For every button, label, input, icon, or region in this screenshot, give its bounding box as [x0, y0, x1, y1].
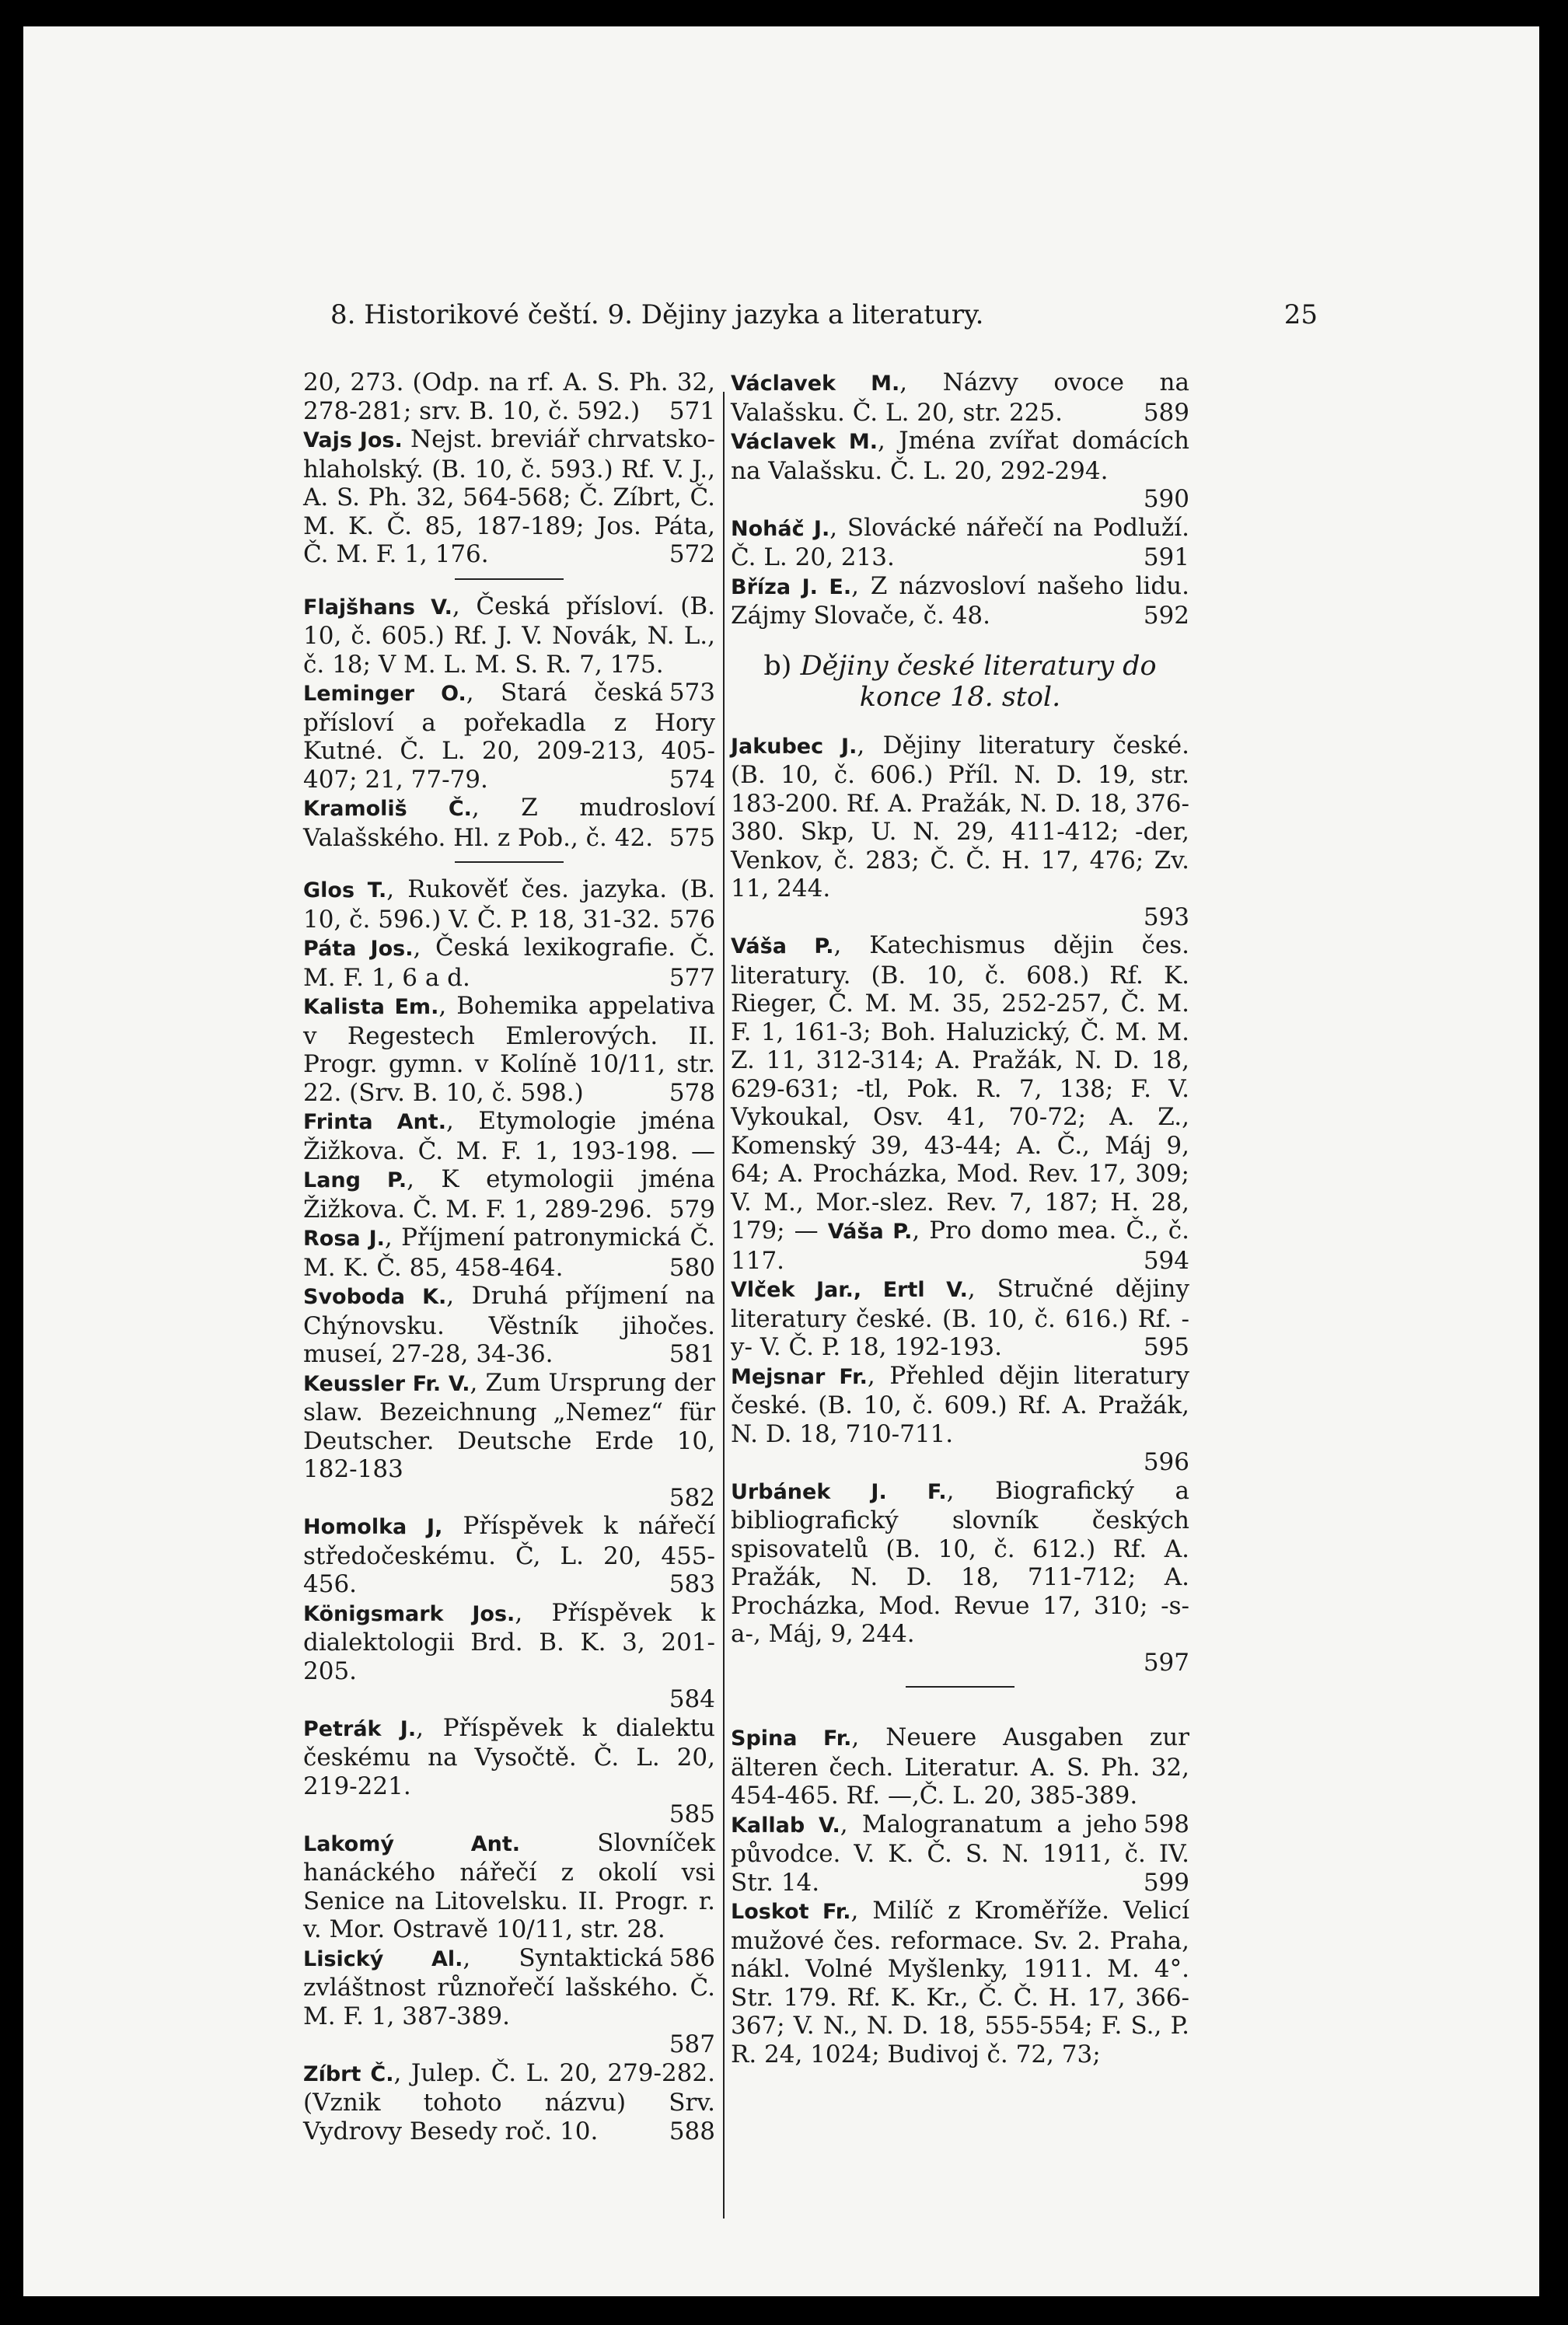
section-rule	[455, 861, 564, 863]
column-divider	[723, 392, 725, 2219]
entry-number: 583	[669, 1570, 715, 1598]
entry-number: 582	[669, 1483, 715, 1512]
entry-575: Kramoliš Č., Z mudrosloví Valašského. Hl. z Pob., č. 42. 575	[303, 794, 715, 852]
entry-573: Flajšhans V., Česká přísloví. (B. 10, č. 605.) Rf. J. V. Novák, N. L., č. 18; V M. L. M. S. R. 7, 175. 573	[303, 592, 715, 707]
entry-583: Homolka J, Příspěvek k nářečí středočeskému. Č, L. 20, 455-456. 583	[303, 1512, 715, 1598]
entry-595: Vlček Jar., Ertl V., Stručné dějiny literatury české. (B. 10, č. 616.) Rf. -y- V. Č. P. 18, 192-193. 595	[731, 1275, 1189, 1361]
entry-574: Leminger O., Stará česká přísloví a pořekadla z Hory Kutné. Č. L. 20, 209-213, 405-407; 21, 77-79. 574	[303, 679, 715, 794]
running-header	[330, 295, 1318, 334]
entry-594: Váša P., Katechismus dějin čes. literatury. (B. 10, č. 608.) Rf. K. Rieger, Č. M. M. 35, 252-257, Č. M. F. 1, 161-3; Boh. Haluzický, Č. M. M. Z. 11, 312-314; A. Pražák, N. D. 18, 629-631; -tl, Pok. R. 7, 138; F. V. Vykoukal, Osv. 41, 70-72; A. Z., Komenský 39, 43-44; A. Č., Máj 9, 64; A. Procházka, Mod. Rev. 17, 309; V. M., Mor.-slez. Rev. 7, 187; H. 28, 179; — Váša P., Pro domo mea. Č., č. 117. 594	[731, 931, 1190, 1275]
entry-number: 571	[669, 396, 715, 425]
entry-author: Váša P.	[731, 934, 834, 958]
entry-author: Lang P.	[303, 1168, 407, 1192]
entry-author: Spina Fr.	[731, 1726, 852, 1751]
entry-number: 575	[669, 823, 715, 852]
entry-number: 585	[669, 1800, 715, 1828]
entry-author: Svoboda K.	[303, 1285, 447, 1309]
entry-author: Zíbrt Č.	[303, 2061, 394, 2086]
entry-author: Urbánek J. F.	[731, 1479, 947, 1504]
section-rule	[455, 578, 564, 580]
section-letter: b)	[763, 650, 792, 682]
entry-571: 20, 273. (Odp. na rf. A. S. Ph. 32, 278-281; srv. B. 10, č. 592.) 571	[303, 368, 715, 425]
entry-572: Vajs Jos. Nejst. breviář chrvatsko-hlaholský. (B. 10, č. 593.) Rf. V. J., A. S. Ph. 32, 564-568; Č. Zíbrt, Č. M. K. Č. 85, 187-189; Jos. Páta, Č. M. F. 1, 176. 572	[303, 425, 715, 568]
entry-author: Flajšhans V.	[303, 595, 452, 620]
entry-588: Zíbrt Č., Julep. Č. L. 20, 279-282. (Vznik tohoto názvu) Srv. Vydrovy Besedy roč. 10. 588	[303, 2058, 715, 2145]
entry-580: Rosa J., Příjmení patronymická Č. M. K. Č. 85, 458-464. 580	[303, 1224, 715, 1282]
spacer	[731, 1700, 1189, 1723]
entry-author: Rosa J.	[303, 1227, 385, 1251]
entry-number: 591	[1143, 543, 1189, 571]
entry-number: 581	[669, 1340, 715, 1368]
header-title: 8. Historikové čeští. 9. Dějiny jazyka a literatury.	[330, 299, 984, 330]
entry-599: Kallab V., Malogranatum a jeho původce. V. K. Č. S. N. 1911, č. IV. Str. 14. 599	[731, 1810, 1189, 1897]
entry-number: 579	[669, 1195, 715, 1224]
entry-author: Váša P.	[827, 1220, 913, 1244]
entry-author: Lakomý Ant.	[303, 1831, 521, 1856]
entry-author: Páta Jos.	[303, 937, 414, 961]
entry-596: Mejsnar Fr., Přehled dějin literatury české. (B. 10, č. 609.) Rf. A. Pražák, N. D. 18, 710-711. 596	[731, 1361, 1189, 1476]
entry-582: Keussler Fr. V., Zum Ursprung der slaw. Bezeichnung „Nemez“ für Deutscher. Deutsche Erde 10, 182-183 582	[303, 1368, 715, 1512]
entry-author: Václavek M.	[731, 430, 878, 454]
entry-number: 595	[1143, 1333, 1189, 1361]
entry-number: 590	[1143, 485, 1189, 513]
entry-number: 577	[669, 963, 715, 992]
entry-number: 572	[669, 540, 715, 568]
entry-number: 596	[1143, 1448, 1189, 1476]
entry-584: Königsmark Jos., Příspěvek k dialektologii Brd. B. K. 3, 201-205. 584	[303, 1598, 715, 1713]
entry-581: Svoboda K., Druhá příjmení na Chýnovsku. Věstník jihočes. museí, 27-28, 34-36. 581	[303, 1282, 715, 1368]
entry-author: Kramoliš Č.	[303, 797, 472, 821]
entry-number: 573	[669, 679, 715, 707]
entry-author: Vajs Jos.	[303, 428, 403, 452]
entry-number: 597	[1143, 1648, 1189, 1677]
entry-author: Kalista Em.	[303, 995, 439, 1019]
section-heading	[731, 651, 1189, 713]
entry-592: Bříza J. E., Z názvosloví našeho lidu. Zájmy Slovače, č. 48. 592	[731, 571, 1189, 630]
entry-586: Lakomý Ant. Slovníček hanáckého nářečí z okolí vsi Senice na Litovelsku. II. Progr. r. v. Mor. Ostravě 10/11, str. 28. 586	[303, 1828, 715, 1972]
entry-author: Keussler Fr. V.	[303, 1371, 470, 1396]
entry-number: 584	[669, 1685, 715, 1713]
entry-author: Vlček Jar., Ertl V.	[731, 1278, 968, 1302]
entry-591: Noháč J., Slovácké nářečí na Podluží. Č. L. 20, 213. 591	[731, 513, 1190, 571]
entry-author: Mejsnar Fr.	[731, 1364, 868, 1389]
entry-585: Petrák J., Příspěvek k dialektu českému na Vysočtě. Č. L. 20, 219-221. 585	[303, 1713, 715, 1828]
entry-number: 598	[1143, 1810, 1189, 1838]
entry-577: Páta Jos., Česká lexikografie. Č. M. F. 1, 6 a d. 577	[303, 934, 715, 992]
entry-author: Bříza J. E.	[731, 574, 852, 599]
entry-number: 587	[669, 2030, 715, 2058]
page-number: 25	[1283, 299, 1318, 330]
entry-number: 592	[1143, 602, 1189, 630]
entry-author: Petrák J.	[303, 1716, 417, 1741]
left-column	[303, 368, 715, 2145]
entry-579: Frinta Ant., Etymologie jména Žižkova. Č. M. F. 1, 193-198. — Lang P., K etymologii jména Žižkova. Č. M. F. 1, 289-296. 579	[303, 1107, 715, 1224]
entry-589: Václavek M., Názvy ovoce na Valašsku. Č. L. 20, str. 225. 589	[731, 368, 1189, 427]
entry-587: Lisický Al., Syntaktická zvláštnost různořečí lašského. Č. M. F. 1, 387-389. 587	[303, 1943, 715, 2058]
entry-number: 580	[669, 1253, 715, 1282]
entry-author: Lisický Al.	[303, 1946, 463, 1971]
entry-number: 589	[1143, 398, 1189, 427]
entry-number: 574	[669, 765, 715, 794]
entry-597: Urbánek J. F., Biografický a bibliografický slovník českých spisovatelů (B. 10, č. 612.) Rf. A. Pražák, N. D. 18, 711-712; A. Procházka, Mod. Revue 17, 310; -s- a-, Máj, 9, 244. 597	[731, 1476, 1189, 1677]
entry-number: 599	[1143, 1868, 1189, 1897]
entry-number: 593	[1143, 902, 1189, 931]
entry-number: 588	[669, 2117, 715, 2145]
entry-578: Kalista Em., Bohemika appelativa v Regestech Emlerových. II. Progr. gymn. v Kolíně 10/11, str. 22. (Srv. B. 10, č. 598.) 578	[303, 992, 715, 1107]
entry-number: 594	[1143, 1246, 1189, 1275]
section-rule	[906, 1686, 1014, 1688]
entry-author: Václavek M.	[731, 372, 900, 396]
entry-author: Jakubec J.	[731, 734, 857, 759]
entry-author: Kallab V.	[731, 1813, 840, 1838]
right-column	[731, 368, 1189, 2068]
entry-number: 576	[669, 905, 715, 934]
entry-593: Jakubec J., Dějiny literatury české. (B. 10, č. 606.) Příl. N. D. 19, str. 183-200. Rf. A. Pražák, N. D. 18, 376-380. Skp, U. N. 29, 411-412; -der, Venkov, č. 283; Č. Č. H. 17, 476; Zv. 11, 244. 593	[731, 731, 1189, 931]
entry-author: Frinta Ant.	[303, 1110, 446, 1134]
entry-author: Noháč J.	[731, 516, 830, 541]
entry-author: Königsmark Jos.	[303, 1601, 515, 1626]
entry-number: 578	[669, 1078, 715, 1107]
entry-number: 586	[669, 1943, 715, 1972]
entry-author: Glos T.	[303, 878, 387, 902]
entry-author: Homolka J,	[303, 1515, 443, 1539]
entry-598: Spina Fr., Neuere Ausgaben zur älteren čech. Literatur. A. S. Ph. 32, 454-465. Rf. —,Č. L. 20, 385-389. 598	[731, 1723, 1189, 1838]
entry-author: Loskot Fr.	[731, 1900, 851, 1924]
entry-author: Leminger O.	[303, 682, 466, 706]
page	[23, 26, 1539, 2296]
entry-590: Václavek M., Jména zvířat domácích na Valašsku. Č. L. 20, 292-294. 590	[731, 427, 1189, 513]
entry-576: Glos T., Rukověť čes. jazyka. (B. 10, č. 596.) V. Č. P. 18, 31-32. 576	[303, 875, 715, 934]
entry-600: Loskot Fr., Milíč z Kroměříže. Velicí mužové čes. reformace. Sv. 2. Praha, nákl. Volné Myšlenky, 1911. M. 4°. Str. 179. Rf. K. Kr., Č. Č. H. 17, 366-367; V. N., N. D. 18, 555-554; F. S., P. R. 24, 1024; Budivoj č. 72, 73;	[731, 1897, 1189, 2068]
section-title: Dějiny české literatury do konce 18. stol.	[800, 650, 1157, 713]
